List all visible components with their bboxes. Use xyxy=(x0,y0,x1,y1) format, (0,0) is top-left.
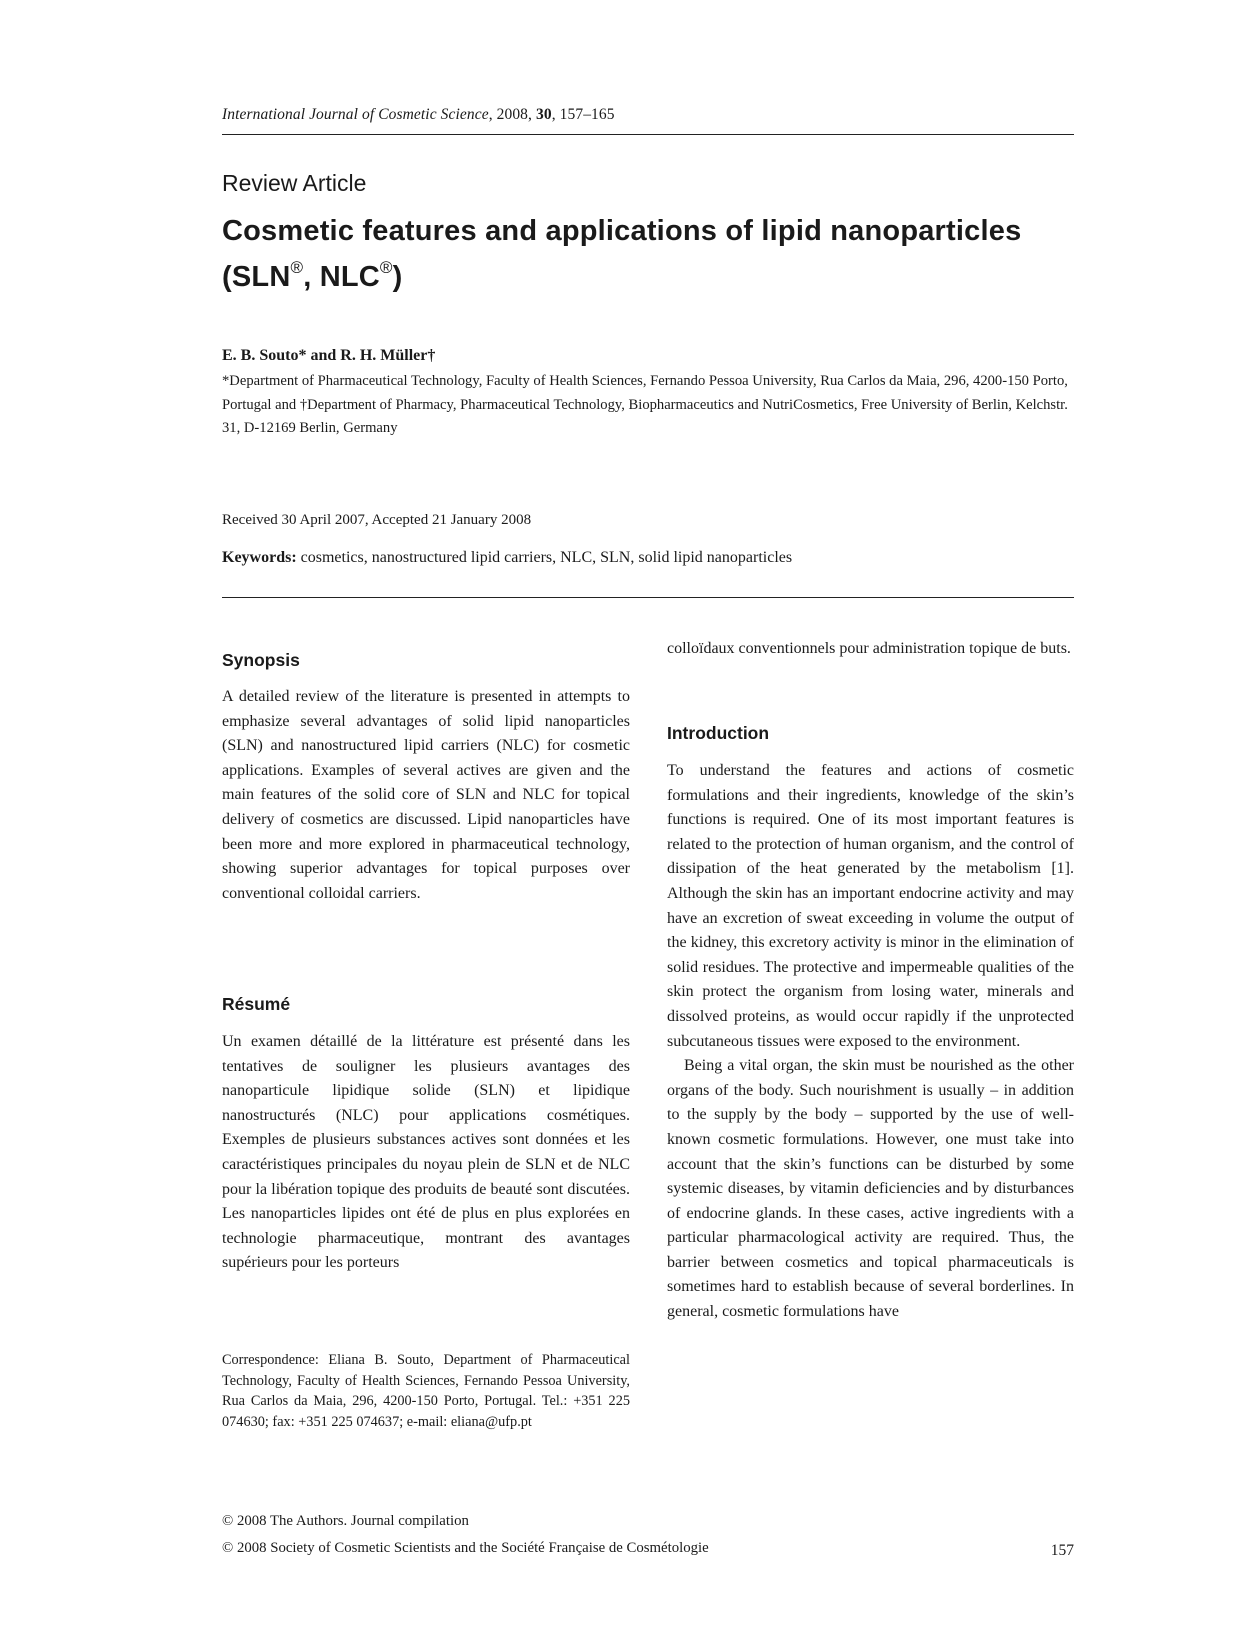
introduction-heading: Introduction xyxy=(667,723,770,743)
correspondence: Correspondence: Eliana B. Souto, Department of Pharmaceutical Technology, Faculty of Health Sciences, Fernando Pessoa University, Rua Carlos da Maia, 296, 4200-150 Porto, Portugal. Tel.: +351 225 074630; fax: +351 225 074637; e-mail: eliana@ufp.pt xyxy=(222,1352,630,1430)
keywords-label: Keywords: xyxy=(222,549,297,566)
received-dates: Received 30 April 2007, Accepted 21 January 2008 xyxy=(222,512,532,528)
journal-year: , 2008, xyxy=(488,106,536,123)
journal-volume: 30 xyxy=(536,106,552,123)
introduction-text xyxy=(667,759,1074,1325)
keywords-rule xyxy=(222,597,1074,598)
synopsis-text: A detailed review of the literature is presented in attempts to emphasize several advantages of solid lipid nanoparticles (SLN) and nanostructured lipid carriers (NLC) for cosmetic applications. Examples of several actives are given and the main features of the solid core of SLN and NLC for topical delivery of cosmetics are discussed. Lipid nanoparticles have been more and more explored in pharmaceutical technology, showing superior advantages for topical purposes over conventional colloidal carriers. xyxy=(222,688,630,902)
journal-header xyxy=(222,106,615,124)
article-title: Cosmetic features and applications of lipid nanoparticles (SLN®, NLC®) xyxy=(222,215,1022,293)
header-rule xyxy=(222,134,1074,135)
resume-continued: colloïdaux conventionnels pour administration topique de buts. xyxy=(667,640,1071,657)
page-number: 157 xyxy=(1050,1542,1074,1559)
affiliations: *Department of Pharmaceutical Technology, Faculty of Health Sciences, Fernando Pessoa University, Rua Carlos da Maia, 296, 4200-150 Porto, Portugal and †Department of Pharmacy, Pharmaceutical Technology, Biopharmaceutics and NutriCosmetics, Free University of Berlin, Kelchstr. 31, D-12169 Berlin, Germany xyxy=(222,373,1068,436)
journal-name: International Journal of Cosmetic Science xyxy=(222,106,489,123)
keywords xyxy=(222,549,792,567)
copyright-line-1: © 2008 The Authors. Journal compilation xyxy=(222,1513,469,1529)
resume-heading: Résumé xyxy=(222,994,291,1014)
keywords-list: cosmetics, nanostructured lipid carriers, NLC, SLN, solid lipid nanoparticles xyxy=(296,549,793,566)
article-type: Review Article xyxy=(222,170,367,196)
intro-paragraph-2: Being a vital organ, the skin must be nourished as the other organs of the body. Such nourishment is usually – in addition to the supply by the body – supported by the use of well-known cosmetic formulations. However, one must take into account that the skin’s functions can be disturbed by some systemic diseases, by vitamin deficiencies and by disturbances of endocrine glands. In these cases, active ingredients with a particular pharmacological activity are required. Thus, the barrier between cosmetics and topical pharmaceuticals is sometimes hard to establish because of several borderlines. In general, cosmetic formulations have xyxy=(667,1057,1074,1321)
authors: E. B. Souto* and R. H. Müller† xyxy=(222,347,436,364)
intro-paragraph-1: To understand the features and actions of cosmetic formulations and their ingredients, knowledge of the skin’s functions is required. One of its most important features is related to the protection of human organism, and the control of dissipation of the heat generated by the metabolism [1]. Although the skin has an important endocrine activity and may have an excretion of sweat exceeding in volume the output of the kidney, this excretory activity is minor in the elimination of solid residues. The protective and impermeable qualities of the skin protect the organism from losing water, minerals and dissolved proteins, as would occur rapidly if the unprotected subcutaneous tissues were exposed to the environment. xyxy=(667,762,1074,1050)
resume-text: Un examen détaillé de la littérature est présenté dans les tentatives de souligner les plusieurs avantages des nanoparticule lipidique solide (SLN) et lipidique nanostructurés (NLC) pour applications cosmétiques. Exemples de plusieurs substances actives sont données et les caractéristiques principales du noyau plein de SLN et de NLC pour la libération topique des produits de beauté sont discutées. Les nanoparticles lipides ont été de plus en plus explorées en technologie pharmaceutique, montrant des avantages supérieurs pour les porteurs xyxy=(222,1033,630,1272)
synopsis-heading: Synopsis xyxy=(222,650,300,670)
copyright-line-2: © 2008 Society of Cosmetic Scientists and the Société Française de Cosmétologie xyxy=(222,1540,709,1556)
journal-pages: , 157–165 xyxy=(551,106,615,123)
